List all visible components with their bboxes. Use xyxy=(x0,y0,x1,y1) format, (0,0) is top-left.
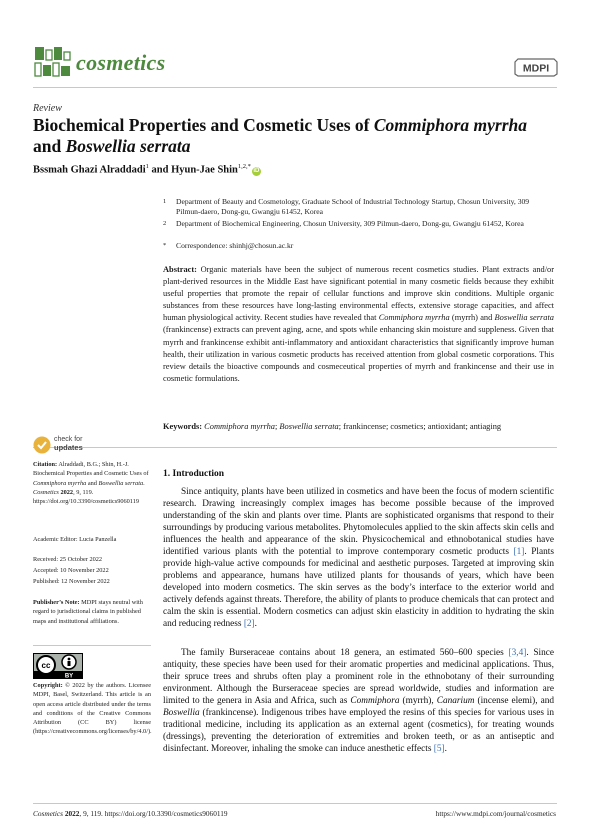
mdpi-logo-icon[interactable] xyxy=(514,57,558,77)
body-paragraph: Since antiquity, plants have been utilized in cosmetics and have been the focus of modern scientific research. Drawing increasingly complex images has become possible because of the improved understanding of the skin and plants over time. Plants are sophisticated organisms that respond to their surroundings by producing various metabolites. Phytomolecules applied to the skin affects skin cells and influences the health and appearance of the skin. Physicochemical and ethnobotanical studies have identified various plants with the potential to improve contemporary cosmetic products [1]. Plants provide high-value active compounds for medicinal and aesthetic purposes. Targeted at improving skin problems and appearance, humans have utilized plants for thousands of years, which have been developed into modern cosmetics. The skin serves as the body’s interface to the exterior world and actively defends against threats. Therefore, the ability of plants to produce chemicals that can protect and calm the skin is essential. Modern cosmetics can adjust skin elasticity in addition to hydrating the skin and reducing redness [2]. xyxy=(163,487,554,629)
journal-url-link[interactable]: https://www.mdpi.com/journal/cosmetics xyxy=(435,809,556,818)
check-for-updates-button[interactable]: check for updates xyxy=(33,435,123,457)
received-date: Received: 25 October 2022 xyxy=(33,556,103,563)
correspondence: * Correspondence: shinhj@chosun.ac.kr xyxy=(163,241,294,250)
check-updates-icon xyxy=(33,436,51,454)
publisher-note: Publisher’s Note: MDPI stays neutral with regard to jurisdictional claims in published maps and institutional affiliations. xyxy=(33,599,143,625)
published-date: Published: 12 November 2022 xyxy=(33,578,110,585)
publisher-name: MDPI xyxy=(522,62,550,75)
citation-link[interactable]: [3,4] xyxy=(508,648,527,658)
affiliation: 2 Department of Biochemical Engineering, Chosun University, 309 Pilmun-daero, Dong-gu, Gwangju 61452, Korea xyxy=(163,219,524,228)
author-name[interactable]: Hyun-Jae Shin xyxy=(171,164,238,176)
cc-by-label: BY xyxy=(64,673,74,679)
citation-link[interactable]: [1] xyxy=(513,547,525,557)
orcid-icon[interactable]: iD xyxy=(253,167,260,174)
body-paragraph: The family Burseraceae contains about 18 genera, an estimated 560–600 species [3,4]. Since antiquity, these species have been used for their aromatic properties and medicinal applications. Thus, their spruce trees and shrubs often play a prominent role in the ethnobotany of their surrounding environment. Although the Burseraceae species are spread worldwide, studies and information are limited to the genera in Asia and Africa, such as Commiphora (myrrh), Canarium (incense elemi), and Boswellia (frankincense). Indigenous tribes have employed the resins of this species for various uses in traditional medicine, including its application as an external agent (cosmetics), for treating wounds (dressings), preventing the deterioration of extremities and broken teeth, or as an antiseptic and disinfectant. Moreover, inhaling the smoke can induce anesthetic effects [5]. xyxy=(163,648,554,754)
affiliation: 1 Department of Beauty and Cosmetology, Graduate School of Industrial Technology Startup, Chosun University, 309 Pilmun-daero, Dong-gu, Gwangju 61452, Korea xyxy=(163,197,530,216)
sidebar-divider xyxy=(33,645,151,646)
header-divider xyxy=(33,87,557,88)
academic-editor: Academic Editor: Lucia Panzella xyxy=(33,536,117,543)
footer-divider xyxy=(33,803,557,804)
cc-by-license-icon[interactable] xyxy=(33,653,83,679)
footer-citation[interactable]: Cosmetics 2022, 9, 119. https://doi.org/10.3390/cosmetics9060119 xyxy=(33,809,228,818)
citation-link[interactable]: [5] xyxy=(433,744,445,754)
abstract: Abstract: Organic materials have been the subject of numerous recent cosmetics studies. Plant extracts and/or plant-derived resources in the Middle East have significant potential in many cosmetic fields because they exhibit useful properties that promote the repair of cellular functions and improve skin conditions. Multiple organic substances from these resources have long-lasting environmental effects, extensive storage capacities, and affect human physiological activity. Recent studies have revealed that Commiphora myrrha (myrrh) and Boswellia serrata (frankincense) extracts can prevent aging, acne, and spots while enhancing skin moisture and suppleness. Given that myrrh and frankincense exhibit anti-inflammatory and antioxidant characteristics that significantly improve human health, their utilization in various cosmetic products has received attention from global cosmetic corporations. This review details the bioactive compounds and cosmeceutical properties of myrrh and frankincense and their use in cosmetic formulations. xyxy=(163,265,554,383)
copyright-notice: Copyright: © 2022 by the authors. Licensee MDPI, Basel, Switzerland. This article is an open access article distributed under the terms and conditions of the Creative Commons Attribution (CC BY) license (https://creativecommons.org/licenses/by/4.0/). xyxy=(33,682,152,736)
citation: Citation: Alraddadi, B.G.; Shin, H.-J. Biochemical Properties and Cosmetic Uses of Commiphora myrrha and Boswellia serrata. Cosmetics 2022, 9, 119. https://doi.org/10.3390/cosmetics9060119 xyxy=(33,461,149,506)
section-heading: 1. Introduction xyxy=(163,469,225,479)
article-type: Review xyxy=(33,103,62,114)
keywords: Keywords: Commiphora myrrha; Boswellia serrata; frankincense; cosmetics; antioxidant; antiaging xyxy=(163,422,502,431)
svg-text:cc: cc xyxy=(41,661,51,670)
journal-logo-icon xyxy=(33,47,71,77)
accepted-date: Accepted: 10 November 2022 xyxy=(33,567,109,574)
article-title: Biochemical Properties and Cosmetic Uses of Commiphora myrrha and Boswellia serrata xyxy=(33,115,528,156)
author-list: Bssmah Ghazi Alraddadi$^1$ and Hyun-Jae Shin$^{1,2,*}$iD xyxy=(33,163,260,176)
journal-name: cosmetics xyxy=(76,50,166,75)
citation-link[interactable]: [2] xyxy=(243,619,255,629)
author-name[interactable]: Bssmah Ghazi Alraddadi xyxy=(33,164,146,176)
